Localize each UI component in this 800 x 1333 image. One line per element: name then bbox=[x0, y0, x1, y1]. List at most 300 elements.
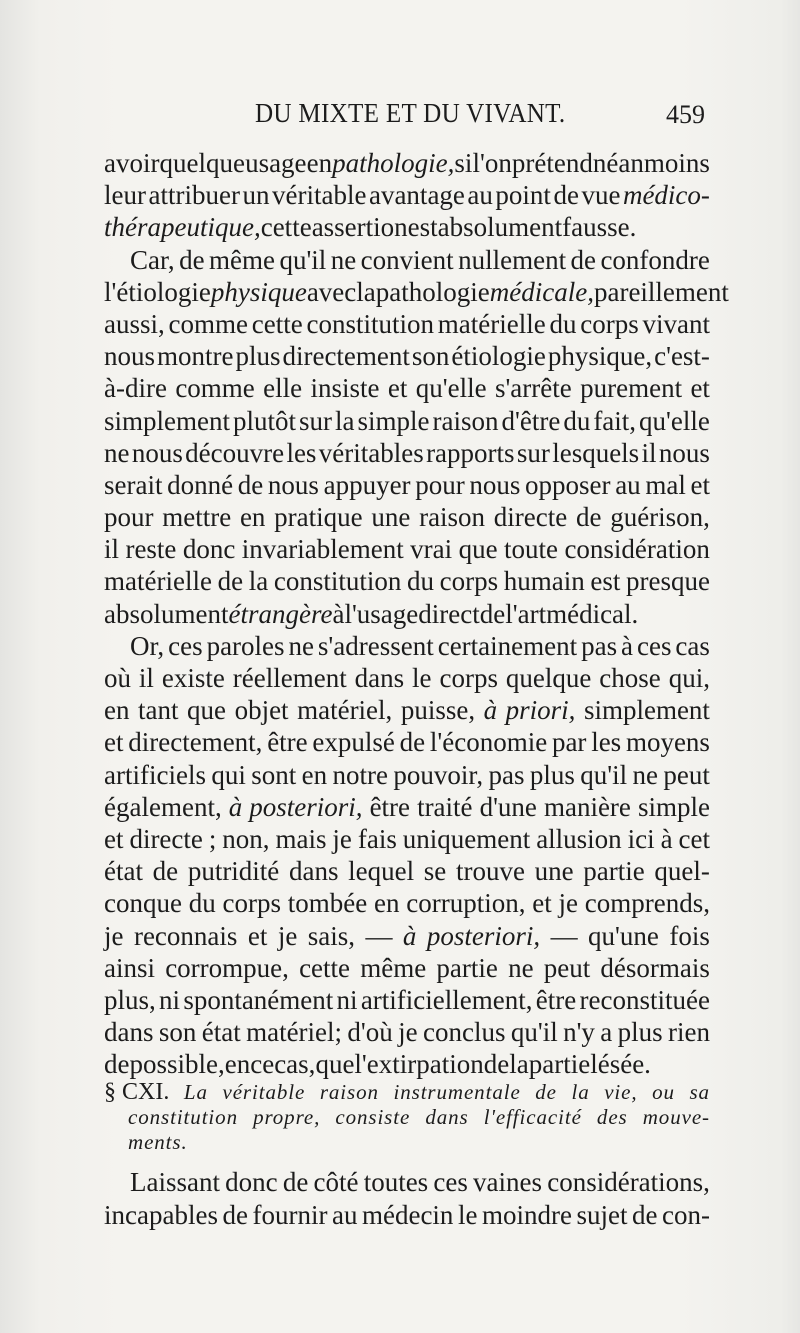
word: néanmoins bbox=[592, 148, 710, 178]
word: sur bbox=[516, 437, 550, 468]
text-line bbox=[104, 276, 729, 308]
word: où bbox=[104, 663, 131, 693]
word: fois bbox=[669, 920, 710, 951]
word: il bbox=[104, 534, 120, 565]
word: traité bbox=[417, 791, 473, 822]
word: corrompue, bbox=[165, 952, 289, 983]
word: partie bbox=[436, 952, 498, 983]
text-line bbox=[104, 823, 710, 855]
word: directement, bbox=[128, 727, 263, 758]
word: l'art bbox=[505, 598, 547, 629]
word: du bbox=[406, 566, 434, 597]
word: et bbox=[532, 888, 552, 919]
word: son bbox=[158, 1017, 197, 1048]
word: état bbox=[104, 856, 143, 887]
word: ou bbox=[652, 1080, 675, 1104]
text-line bbox=[104, 598, 710, 630]
word: con- bbox=[661, 1200, 710, 1230]
word: étiologie bbox=[451, 341, 546, 372]
word: la bbox=[356, 276, 376, 307]
word: c'est- bbox=[654, 341, 710, 372]
word: de bbox=[483, 1049, 510, 1080]
word: est bbox=[590, 566, 621, 597]
text-line bbox=[104, 630, 710, 662]
word: constitution bbox=[306, 308, 434, 339]
word: s'adressent bbox=[317, 630, 434, 661]
word: la bbox=[248, 566, 269, 597]
word: mais bbox=[275, 823, 327, 854]
word: simple bbox=[357, 405, 430, 436]
word: peut bbox=[543, 952, 591, 983]
word: à-dire bbox=[104, 373, 167, 404]
word: se bbox=[423, 856, 447, 887]
text-line bbox=[104, 920, 710, 952]
word: avantage bbox=[368, 180, 465, 211]
word: vrai bbox=[410, 534, 453, 565]
word: simplement bbox=[583, 695, 710, 726]
word: même bbox=[209, 244, 275, 275]
word: la bbox=[509, 1049, 529, 1080]
word: pas bbox=[581, 630, 618, 661]
word: moindre bbox=[481, 1200, 572, 1230]
word: ne bbox=[288, 630, 314, 661]
word: — bbox=[550, 920, 578, 951]
section-line bbox=[104, 1105, 710, 1130]
word: paroles bbox=[206, 630, 285, 661]
word: d'où bbox=[347, 1017, 393, 1048]
word: ne bbox=[508, 952, 534, 983]
word: fausse. bbox=[562, 212, 637, 243]
word: directe bbox=[493, 502, 568, 533]
word: priori, bbox=[505, 695, 576, 726]
word: vie, bbox=[604, 1080, 638, 1104]
word: expulsé bbox=[312, 727, 395, 758]
word: si bbox=[454, 148, 473, 178]
word: mouve- bbox=[642, 1105, 710, 1129]
word: de bbox=[217, 566, 244, 597]
word: considérations, bbox=[547, 1167, 710, 1197]
word: rapports bbox=[426, 437, 515, 468]
word: donc bbox=[225, 1167, 278, 1197]
word: Car, bbox=[130, 244, 175, 275]
word: une bbox=[371, 502, 411, 533]
word: en bbox=[224, 1049, 251, 1080]
word: de bbox=[399, 727, 426, 758]
word: pouvoir, bbox=[393, 759, 484, 790]
text-line bbox=[104, 1199, 710, 1232]
word: simple bbox=[637, 791, 710, 822]
word: instrumentale bbox=[393, 1080, 521, 1104]
word: je bbox=[398, 1017, 418, 1048]
word: de bbox=[282, 1167, 309, 1197]
paragraph bbox=[104, 630, 710, 1081]
word: manière bbox=[543, 791, 631, 822]
word: de bbox=[479, 598, 506, 629]
word: ne bbox=[632, 759, 659, 790]
word: notre bbox=[332, 759, 389, 790]
word: même bbox=[360, 952, 427, 983]
word: l'on bbox=[472, 148, 512, 178]
word: son bbox=[411, 341, 450, 372]
word: qu'elle bbox=[639, 405, 710, 436]
word: et bbox=[387, 373, 408, 404]
text-line bbox=[104, 1016, 710, 1048]
word: physique, bbox=[547, 341, 653, 372]
word: en bbox=[239, 502, 266, 533]
word: ce bbox=[250, 1049, 275, 1080]
word: cette bbox=[260, 212, 312, 243]
word: au bbox=[331, 1200, 358, 1230]
word: donc bbox=[182, 534, 236, 565]
word: presque bbox=[626, 566, 710, 597]
word: reconnais bbox=[133, 920, 238, 951]
word: partie bbox=[528, 1049, 591, 1080]
word: pour bbox=[415, 469, 465, 500]
word: par bbox=[551, 727, 587, 758]
word: l'usage bbox=[344, 598, 419, 629]
word: de bbox=[553, 180, 579, 211]
word: prétend bbox=[511, 148, 593, 178]
word: fait, bbox=[593, 405, 637, 436]
word: raison bbox=[432, 405, 499, 436]
word: du bbox=[549, 308, 577, 339]
word: cas, bbox=[274, 1049, 316, 1080]
word: également, bbox=[104, 791, 222, 822]
word: cet bbox=[678, 823, 710, 854]
word: de bbox=[535, 1080, 557, 1104]
text-line bbox=[104, 147, 710, 179]
word: Laissant bbox=[130, 1167, 220, 1197]
word: les bbox=[591, 727, 622, 758]
word: de bbox=[222, 1200, 248, 1230]
text-line bbox=[104, 1166, 710, 1199]
word: usage bbox=[245, 148, 307, 178]
word: avoir bbox=[104, 148, 160, 178]
word: en bbox=[306, 148, 333, 178]
word: assertion bbox=[311, 212, 408, 243]
word: point bbox=[495, 180, 551, 211]
word: ne bbox=[330, 244, 357, 275]
word: tombée bbox=[287, 888, 368, 919]
word: propre, bbox=[253, 1105, 321, 1129]
word: puisse, bbox=[400, 695, 476, 726]
word: médicale, bbox=[489, 276, 594, 307]
word: médecin bbox=[361, 1200, 454, 1230]
text-line bbox=[104, 340, 710, 372]
word: côté bbox=[313, 1167, 359, 1197]
word: incapables bbox=[104, 1200, 218, 1230]
word: ainsi bbox=[104, 952, 155, 983]
word: nous bbox=[131, 437, 183, 468]
word: d'une bbox=[479, 791, 537, 822]
word: avec bbox=[306, 276, 357, 307]
word: et bbox=[690, 469, 710, 500]
word: ; bbox=[208, 823, 217, 854]
word: sa bbox=[689, 1080, 710, 1104]
word: matériel, bbox=[297, 695, 393, 726]
text-line bbox=[104, 533, 710, 565]
word: allusion bbox=[536, 823, 622, 854]
word: cette bbox=[299, 952, 351, 983]
word: sont bbox=[251, 759, 297, 790]
word: attribuer bbox=[148, 180, 240, 211]
word: vue bbox=[581, 180, 621, 211]
word: posteriori, bbox=[249, 791, 363, 822]
word: plus bbox=[529, 759, 575, 790]
word: ni bbox=[159, 984, 181, 1015]
word: directe bbox=[129, 823, 203, 854]
word: qu'une bbox=[588, 920, 659, 951]
word: artificiels bbox=[104, 759, 206, 790]
word: que bbox=[315, 1049, 355, 1080]
word: pathologie bbox=[375, 276, 490, 307]
word: sur bbox=[299, 405, 332, 436]
word: trouve bbox=[455, 856, 525, 887]
word: tant bbox=[138, 695, 179, 726]
section-heading bbox=[104, 1080, 710, 1155]
word: ces bbox=[636, 630, 672, 661]
word: reste bbox=[125, 534, 177, 565]
word: ni bbox=[336, 984, 358, 1015]
word: en bbox=[104, 695, 130, 726]
word: un bbox=[242, 180, 270, 211]
word: il bbox=[138, 663, 154, 693]
word: et bbox=[104, 727, 124, 758]
word: véritable bbox=[272, 180, 367, 211]
word: dans bbox=[104, 1017, 154, 1048]
word: est bbox=[407, 212, 438, 243]
word: nous bbox=[267, 469, 319, 500]
word: de bbox=[575, 502, 602, 533]
word: humain bbox=[503, 566, 585, 597]
paragraph bbox=[104, 244, 729, 630]
word: à bbox=[621, 630, 634, 661]
word: thérapeutique, bbox=[104, 212, 261, 243]
word: l'étiologie bbox=[104, 276, 211, 307]
word: être bbox=[267, 727, 308, 758]
word: les bbox=[286, 437, 317, 468]
text-line bbox=[104, 244, 710, 276]
word: corps bbox=[580, 308, 639, 339]
word: non, bbox=[222, 823, 270, 854]
text-line bbox=[104, 565, 710, 597]
word: qu'il bbox=[279, 244, 327, 275]
word: plus bbox=[617, 1017, 663, 1048]
word: découvre bbox=[185, 437, 285, 468]
word: La bbox=[183, 1080, 208, 1104]
word: de bbox=[104, 1049, 130, 1080]
word: de bbox=[570, 244, 596, 275]
text-line bbox=[104, 437, 710, 469]
text-line bbox=[104, 179, 710, 211]
word: conque bbox=[104, 888, 182, 919]
word: ces bbox=[168, 630, 203, 661]
word: plus, bbox=[104, 984, 156, 1015]
word: vivant bbox=[642, 308, 710, 339]
word: ces bbox=[433, 1167, 468, 1197]
word: à bbox=[332, 598, 345, 629]
word: aussi, bbox=[104, 308, 165, 339]
word: artificiellement, bbox=[360, 984, 533, 1015]
word: que bbox=[458, 534, 498, 565]
word: état bbox=[201, 1017, 241, 1048]
word: raison bbox=[319, 1080, 379, 1104]
section-line bbox=[104, 1080, 710, 1105]
word: s'arrête bbox=[494, 373, 572, 404]
word: spontanément bbox=[183, 984, 334, 1015]
word: corruption, bbox=[406, 888, 526, 919]
word: toutes bbox=[363, 1167, 429, 1197]
closing-paragraph bbox=[104, 1166, 710, 1232]
word: au bbox=[615, 469, 641, 500]
word: plutôt bbox=[232, 405, 296, 436]
page-number: 459 bbox=[666, 100, 705, 129]
text-line bbox=[104, 855, 710, 887]
word: purement bbox=[580, 373, 683, 404]
word: a bbox=[600, 1017, 613, 1048]
word: existe bbox=[161, 663, 225, 693]
word: qui, bbox=[668, 663, 710, 693]
word: nullement bbox=[458, 244, 567, 275]
word: de bbox=[179, 244, 205, 275]
text-line bbox=[104, 211, 710, 243]
word: pas bbox=[488, 759, 525, 790]
word: plus bbox=[235, 341, 281, 372]
word: n'y bbox=[563, 1017, 595, 1048]
word: toute bbox=[504, 534, 558, 565]
word: de bbox=[152, 856, 179, 887]
word: et bbox=[690, 373, 710, 404]
word: étrangère bbox=[228, 598, 333, 629]
word: du bbox=[188, 888, 216, 919]
word: appuyer bbox=[323, 469, 411, 500]
text-line bbox=[104, 791, 710, 823]
word: l'extirpation bbox=[354, 1049, 484, 1080]
word: je bbox=[558, 888, 579, 919]
word: considération bbox=[564, 534, 710, 565]
word: certainement bbox=[437, 630, 578, 661]
word: je bbox=[104, 920, 124, 951]
word: de bbox=[631, 1200, 658, 1230]
word: être bbox=[535, 984, 577, 1015]
word: constitution bbox=[273, 566, 402, 597]
word: absolument bbox=[437, 212, 563, 243]
word: montre bbox=[157, 341, 234, 372]
word: matérielle bbox=[437, 308, 546, 339]
word: à bbox=[483, 695, 498, 726]
running-title: DU MIXTE ET DU VIVANT. bbox=[255, 98, 566, 128]
word: raison bbox=[419, 502, 486, 533]
word: ici bbox=[627, 823, 655, 854]
word: partie bbox=[583, 856, 645, 887]
word: une bbox=[534, 856, 574, 887]
word: mettre bbox=[162, 502, 232, 533]
word: insiste bbox=[310, 373, 380, 404]
running-header bbox=[0, 98, 800, 138]
word: dans bbox=[425, 1105, 469, 1129]
word: putridité bbox=[187, 856, 280, 887]
word: possible, bbox=[129, 1049, 225, 1080]
word: la bbox=[335, 405, 355, 436]
text-line bbox=[104, 1048, 710, 1080]
word: quelque bbox=[505, 663, 592, 693]
word: médical. bbox=[546, 598, 639, 629]
word: pratique bbox=[274, 502, 363, 533]
text-line bbox=[104, 308, 710, 340]
word: posteriori, bbox=[426, 920, 541, 951]
text-line bbox=[104, 469, 710, 501]
text-line bbox=[104, 887, 710, 919]
word: corps bbox=[439, 566, 499, 597]
word: chose bbox=[599, 663, 661, 693]
word: moyens bbox=[625, 727, 710, 758]
word: quelque bbox=[159, 148, 246, 178]
word: peut bbox=[663, 759, 710, 790]
word: que bbox=[187, 695, 227, 726]
word: comme bbox=[175, 373, 255, 404]
word: le bbox=[457, 1200, 478, 1230]
word: pathologie, bbox=[332, 148, 455, 178]
word: la bbox=[571, 1080, 590, 1104]
word: du bbox=[563, 405, 591, 436]
word: lesquels bbox=[552, 437, 640, 468]
word: serait bbox=[104, 469, 163, 500]
word: sais, bbox=[307, 920, 356, 951]
word: en bbox=[374, 888, 400, 919]
word: cette bbox=[251, 308, 303, 339]
word: qui bbox=[211, 759, 246, 790]
body-text bbox=[104, 147, 729, 1080]
word: à bbox=[660, 823, 673, 854]
word: à bbox=[402, 920, 417, 951]
word: des bbox=[596, 1105, 628, 1129]
word: direct bbox=[418, 598, 480, 629]
word: le bbox=[412, 663, 432, 693]
word: donné bbox=[167, 469, 234, 500]
word: nous bbox=[658, 437, 710, 468]
word: comme bbox=[168, 308, 248, 339]
word: fournir bbox=[252, 1200, 328, 1230]
word: leur bbox=[104, 180, 146, 211]
word: opposer bbox=[525, 469, 611, 500]
word: pareillement bbox=[593, 276, 729, 307]
word: Or, bbox=[130, 630, 165, 661]
word: lésée. bbox=[590, 1049, 651, 1080]
word: et bbox=[247, 920, 268, 951]
word: elle bbox=[263, 373, 303, 404]
word: fais bbox=[357, 823, 397, 854]
word: je bbox=[332, 823, 352, 854]
word: il bbox=[641, 437, 657, 468]
text-line bbox=[104, 662, 710, 694]
word: directement bbox=[282, 341, 410, 372]
word: véritable bbox=[222, 1080, 306, 1104]
word: en bbox=[301, 759, 328, 790]
section-mark: § CXI. bbox=[104, 1079, 170, 1105]
word: confondre bbox=[600, 244, 710, 275]
word: à bbox=[228, 791, 243, 822]
word: réellement bbox=[232, 663, 347, 693]
text-line bbox=[104, 984, 710, 1016]
word: ne bbox=[104, 437, 130, 468]
text-line bbox=[104, 405, 710, 437]
word: corps bbox=[222, 888, 281, 919]
word: consiste bbox=[335, 1105, 411, 1129]
word: matériel; bbox=[246, 1017, 343, 1048]
word: reconstituée bbox=[579, 984, 710, 1015]
word: guérison, bbox=[610, 502, 710, 533]
word: et bbox=[104, 823, 124, 854]
